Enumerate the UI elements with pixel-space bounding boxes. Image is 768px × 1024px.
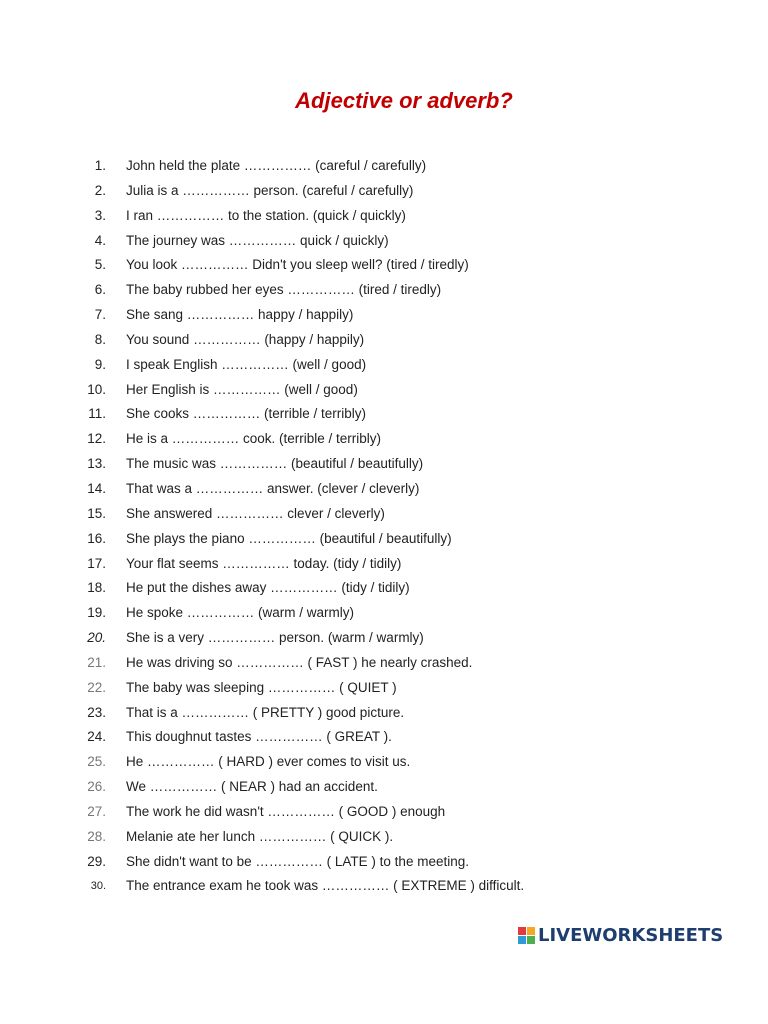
worksheet-title: Adjective or adverb? <box>295 88 513 113</box>
item-number: 7. <box>94 307 106 323</box>
item-text: The baby rubbed her eyes …………… (tired / tiredly) <box>126 282 442 298</box>
exercise-item <box>0 527 768 552</box>
liveworksheets-logo-icon <box>518 927 535 944</box>
item-text: He spoke …………… (warm / warmly) <box>126 605 355 621</box>
exercise-item <box>0 179 768 204</box>
exercise-item <box>0 750 768 775</box>
exercise-list <box>0 154 768 899</box>
item-text: This doughnut tastes …………… ( GREAT ). <box>126 729 392 745</box>
item-text: Her English is …………… (well / good) <box>126 381 358 397</box>
item-number: 9. <box>94 356 106 372</box>
item-number: 16. <box>87 530 106 546</box>
item-number: 18. <box>87 580 106 596</box>
item-number: 17. <box>87 555 106 571</box>
exercise-item <box>0 303 768 328</box>
exercise-item <box>0 552 768 577</box>
item-number: 13. <box>87 456 106 472</box>
exercise-item <box>0 154 768 179</box>
exercise-item <box>0 353 768 378</box>
exercise-item <box>0 229 768 254</box>
item-text: The work he did wasn't …………… ( GOOD ) enough <box>126 803 446 819</box>
logo-square-blue <box>518 936 526 944</box>
exercise-item <box>0 874 768 899</box>
item-text: I ran …………… to the station. (quick / quickly) <box>126 207 406 223</box>
item-text: He was driving so …………… ( FAST ) he nearly crashed. <box>126 654 473 670</box>
item-number: 2. <box>94 182 106 198</box>
item-text: She answered …………… clever / cleverly) <box>126 505 385 521</box>
item-text: John held the plate …………… (careful / carefully) <box>126 158 427 173</box>
item-number: 3. <box>94 207 106 223</box>
item-text: She plays the piano …………… (beautiful / beautifully) <box>126 530 452 546</box>
item-number: 23. <box>87 704 106 720</box>
item-text: She is a very …………… person. (warm / warmly) <box>126 630 424 646</box>
brand-name: LIVEWORKSHEETS <box>538 924 724 946</box>
item-text: He …………… ( HARD ) ever comes to visit us. <box>126 754 411 770</box>
exercise-item <box>0 427 768 452</box>
item-number: 4. <box>94 232 106 248</box>
exercise-item <box>0 278 768 303</box>
item-number: 8. <box>94 331 106 347</box>
item-text: The entrance exam he took was …………… ( EXTREME ) difficult. <box>126 878 525 894</box>
item-text: Julia is a …………… person. (careful / carefully) <box>126 182 414 198</box>
logo-square-green <box>527 936 535 944</box>
item-number: 12. <box>87 431 106 447</box>
item-text: She cooks …………… (terrible / terribly) <box>126 406 367 422</box>
item-number: 27. <box>87 803 106 819</box>
liveworksheets-logo <box>518 924 723 946</box>
item-text: That was a …………… answer. (clever / cleverly) <box>126 480 420 496</box>
exercise-item <box>0 204 768 229</box>
item-number: 6. <box>94 282 106 298</box>
exercise-item <box>0 402 768 427</box>
exercise-item <box>0 378 768 403</box>
item-text: Melanie ate her lunch …………… ( QUICK ). <box>126 828 394 844</box>
item-number: 20. <box>87 630 106 646</box>
exercise-item <box>0 253 768 278</box>
exercise-item <box>0 800 768 825</box>
item-number: 19. <box>87 605 106 621</box>
item-text: Your flat seems …………… today. (tidy / tidily) <box>126 555 402 571</box>
item-number: 15. <box>87 505 106 521</box>
item-number: 5. <box>94 257 106 273</box>
exercise-item <box>0 676 768 701</box>
exercise-item <box>0 825 768 850</box>
item-number: 24. <box>87 729 106 745</box>
item-text: She sang …………… happy / happily) <box>126 307 354 323</box>
logo-square-red <box>518 927 526 935</box>
exercise-item <box>0 651 768 676</box>
item-text: The music was …………… (beautiful / beautifully) <box>126 456 424 472</box>
item-number: 14. <box>87 480 106 496</box>
exercise-item <box>0 701 768 726</box>
exercise-item <box>0 626 768 651</box>
item-text: I speak English …………… (well / good) <box>126 356 367 372</box>
item-number: 28. <box>87 828 106 844</box>
item-number: 25. <box>87 754 106 770</box>
item-text: He put the dishes away …………… (tidy / tidily) <box>126 580 410 596</box>
item-number: 30. <box>90 880 106 893</box>
item-number: 11. <box>88 406 106 422</box>
item-text: We …………… ( NEAR ) had an accident. <box>126 779 378 795</box>
exercise-item <box>0 576 768 601</box>
item-text: You look …………… Didn't you sleep well? (tired / tiredly) <box>126 257 469 273</box>
item-number: 29. <box>87 853 106 869</box>
item-text: He is a …………… cook. (terrible / terribly) <box>126 431 382 447</box>
exercise-item <box>0 725 768 750</box>
item-text: That is a …………… ( PRETTY ) good picture. <box>126 704 405 720</box>
item-text: You sound …………… (happy / happily) <box>126 331 365 347</box>
item-number: 22. <box>87 679 106 695</box>
exercise-item <box>0 601 768 626</box>
item-number: 26. <box>87 779 106 795</box>
exercise-item <box>0 328 768 353</box>
item-number: 1. <box>94 158 106 173</box>
logo-square-orange <box>527 927 535 935</box>
item-text: The journey was …………… quick / quickly) <box>126 232 389 248</box>
item-text: The baby was sleeping …………… ( QUIET ) <box>126 679 397 695</box>
exercise-item <box>0 775 768 800</box>
exercise-item <box>0 477 768 502</box>
exercise-item <box>0 850 768 875</box>
exercise-item <box>0 452 768 477</box>
item-text: She didn't want to be …………… ( LATE ) to the meeting. <box>126 853 469 869</box>
item-number: 10. <box>87 381 106 397</box>
exercise-item <box>0 502 768 527</box>
item-number: 21. <box>87 654 106 670</box>
